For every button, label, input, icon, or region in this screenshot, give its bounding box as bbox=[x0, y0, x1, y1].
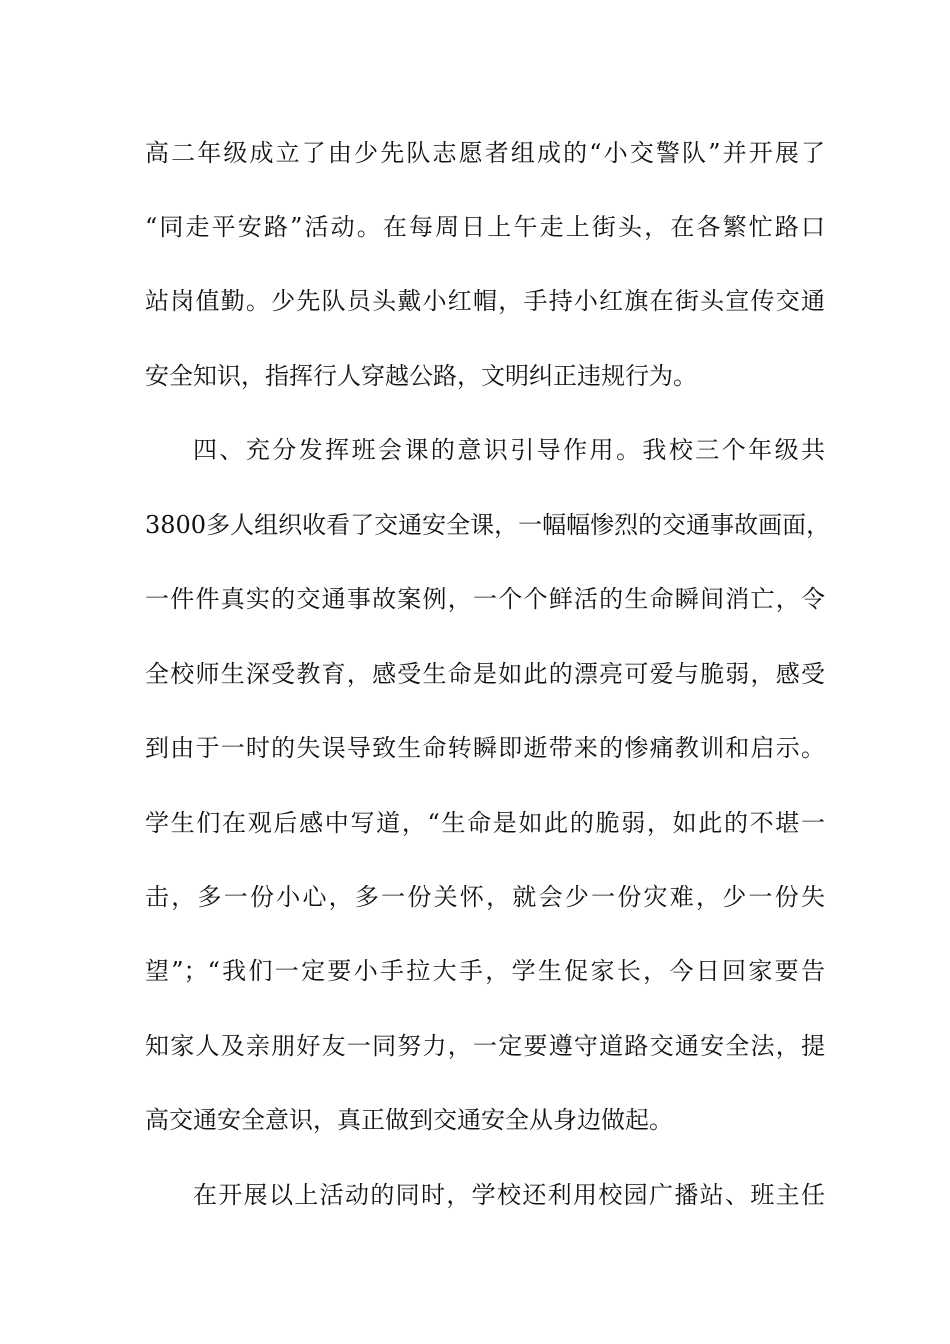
text-line: “同走平安路”活动。在每周日上午走上街头，在各繁忙路口 bbox=[145, 213, 825, 241]
text-line: 知家人及亲朋好友一同努力，一定要遵守道路交通安全法，提 bbox=[145, 1032, 825, 1060]
text-line: 到由于一时的失误导致生命转瞬即逝带来的惨痛教训和启示。 bbox=[145, 734, 825, 762]
paragraph-start-line: 在开展以上活动的同时，学校还利用校园广播站、班主任 bbox=[193, 1181, 825, 1209]
text-line: 学生们在观后感中写道，“生命是如此的脆弱，如此的不堪一 bbox=[145, 809, 825, 837]
paragraph-start-line: 四、充分发挥班会课的意识引导作用。我校三个年级共 bbox=[193, 436, 825, 464]
text-line: 全校师生深受教育，感受生命是如此的漂亮可爱与脆弱，感受 bbox=[145, 660, 825, 688]
text-line: 击，多一份小心，多一份关怀，就会少一份灾难，少一份失 bbox=[145, 883, 825, 911]
text-line: 高交通安全意识，真正做到交通安全从身边做起。 bbox=[145, 1106, 673, 1134]
text-line: 一件件真实的交通事故案例，一个个鲜活的生命瞬间消亡，令 bbox=[145, 585, 825, 613]
text-line: 3800多人组织收看了交通安全课，一幅幅惨烈的交通事故画面， bbox=[145, 511, 831, 539]
text-line: 站岗值勤。少先队员头戴小红帽，手持小红旗在街头宣传交通 bbox=[145, 287, 825, 315]
text-line: 高二年级成立了由少先队志愿者组成的“小交警队”并开展了 bbox=[145, 139, 825, 167]
text-line: 安全知识，指挥行人穿越公路，文明纠正违规行为。 bbox=[145, 362, 697, 390]
text-line: 望”；“我们一定要小手拉大手，学生促家长，今日回家要告 bbox=[145, 957, 825, 985]
